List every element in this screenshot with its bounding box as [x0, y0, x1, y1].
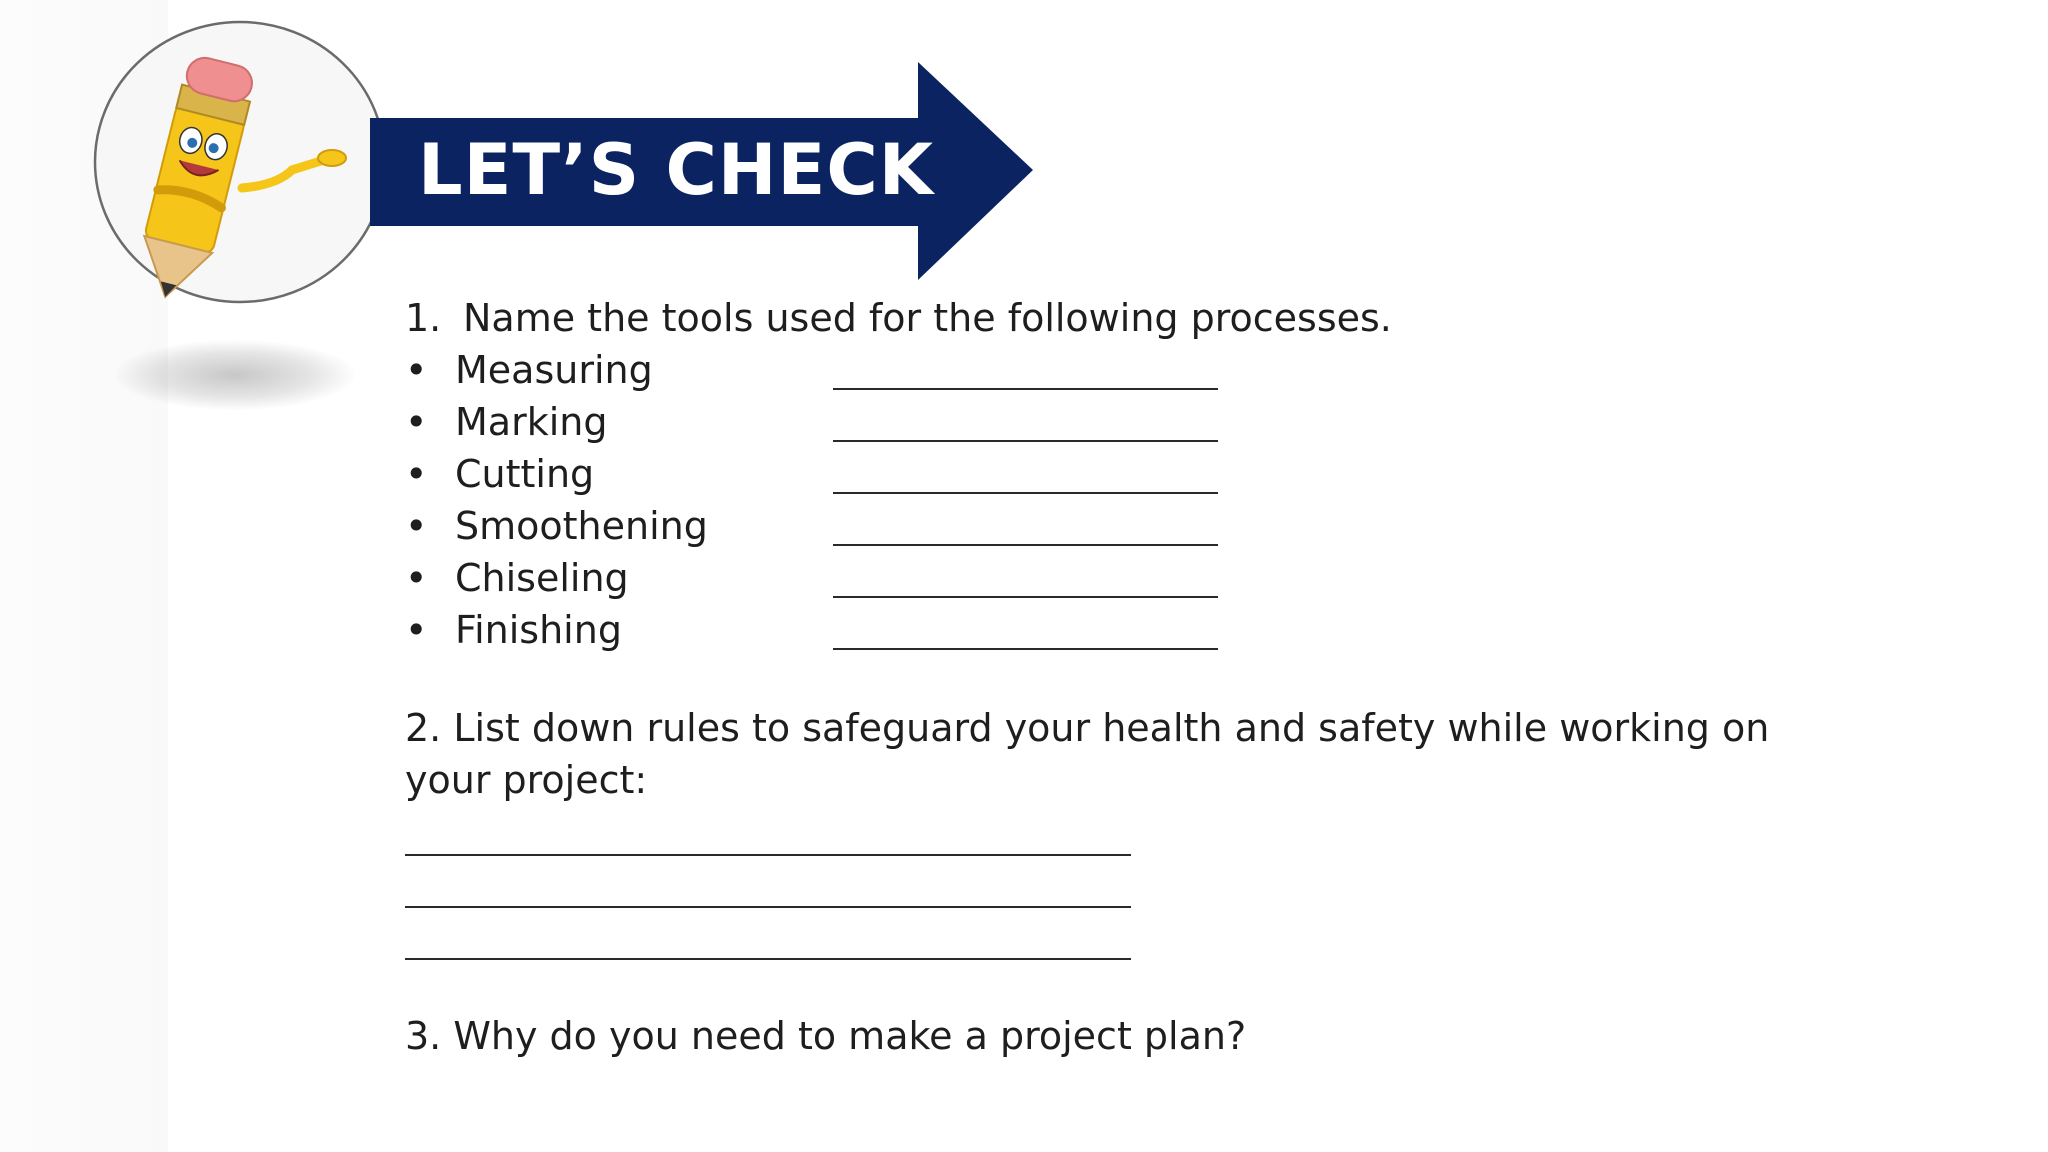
list-item: [405, 396, 1305, 448]
answer-blank-line[interactable]: [405, 906, 1131, 908]
lets-check-banner: [370, 62, 1040, 282]
bullet-icon: •: [405, 556, 428, 600]
bullet-icon: •: [405, 504, 428, 548]
question-3: 3. Why do you need to make a project plan?: [405, 1014, 1247, 1058]
list-item: [405, 552, 1305, 604]
bullet-icon: •: [405, 608, 428, 652]
answer-blank-line[interactable]: [833, 648, 1218, 650]
item-label: Finishing: [455, 608, 622, 652]
question-1-text: Name the tools used for the following processes.: [463, 296, 1392, 340]
question-2: 2. List down rules to safeguard your health and safety while working on your project:: [405, 706, 1770, 802]
item-label: Cutting: [455, 452, 595, 496]
item-label: Measuring: [455, 348, 653, 392]
answer-blank-line[interactable]: [833, 596, 1218, 598]
list-item: [405, 604, 1305, 656]
banner-title: LET’S CHECK: [418, 129, 934, 211]
item-label: Smoothening: [455, 504, 708, 548]
answer-blank-line[interactable]: [405, 854, 1131, 856]
answer-blank-line[interactable]: [833, 388, 1218, 390]
mascot-shadow: [115, 340, 355, 410]
answer-blank-line[interactable]: [833, 440, 1218, 442]
list-item: [405, 448, 1305, 500]
question-1-number: 1.: [405, 296, 442, 340]
pencil-mascot-icon: [92, 20, 388, 304]
answer-blank-line[interactable]: [833, 544, 1218, 546]
item-label: Chiseling: [455, 556, 629, 600]
item-label: Marking: [455, 400, 608, 444]
list-item: [405, 500, 1305, 552]
bullet-icon: •: [405, 348, 428, 392]
answer-blank-line[interactable]: [405, 958, 1131, 960]
answer-blank-line[interactable]: [833, 492, 1218, 494]
bullet-icon: •: [405, 400, 428, 444]
bullet-icon: •: [405, 452, 428, 496]
list-item: [405, 344, 1305, 396]
question-1: [405, 292, 1392, 344]
